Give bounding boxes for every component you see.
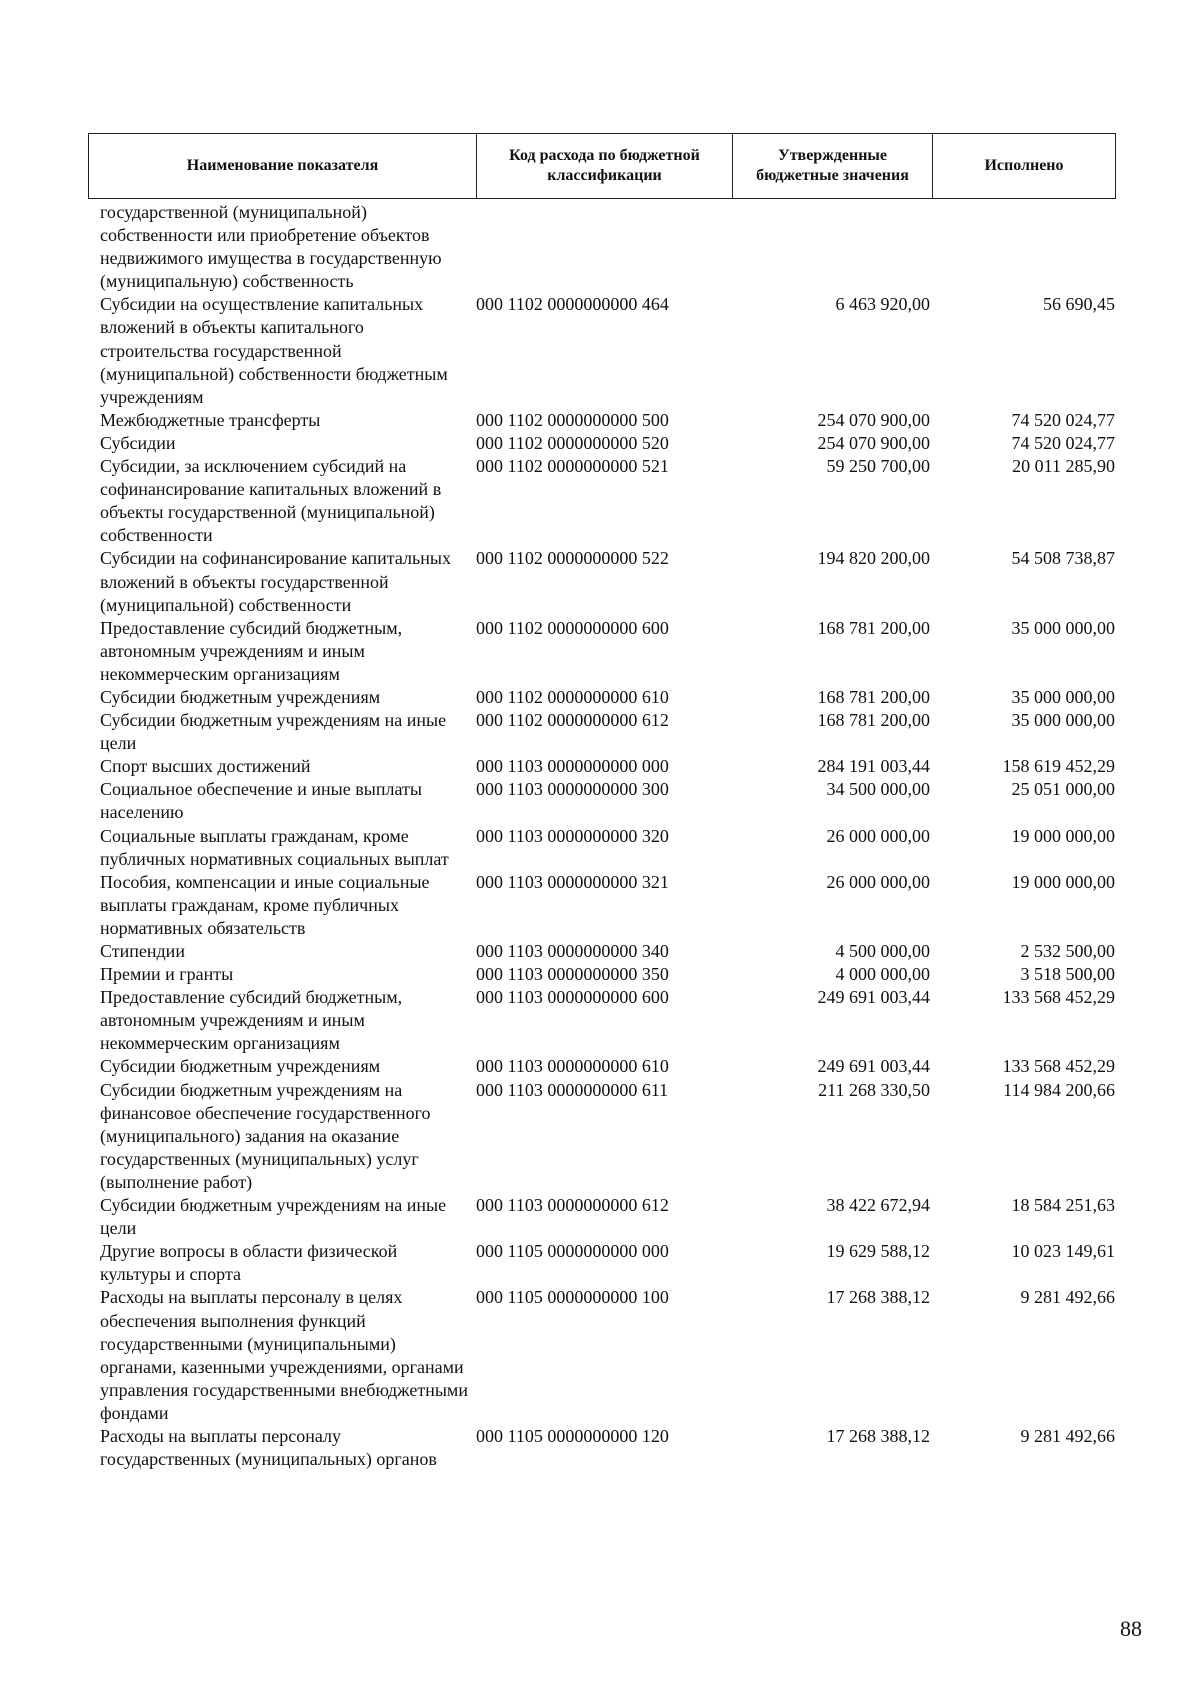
row-approved: 34 500 000,00 [826,779,930,800]
row-name: Субсидии бюджетным учреждениям на иные цели [100,710,447,754]
row-code: 000 1103 0000000000 321 [476,871,669,892]
row-code: 000 1103 0000000000 600 [476,987,669,1008]
row-code: 000 1105 0000000000 120 [476,1425,669,1446]
row-code: 000 1103 0000000000 610 [476,1056,669,1077]
row-name: Стипендии [100,941,185,961]
table-row [100,986,1115,1055]
table-row [100,1079,1115,1194]
row-approved: 59 250 700,00 [826,456,930,477]
row-approved: 17 268 388,12 [826,1425,930,1446]
header-executed: Исполнено [984,157,1064,174]
row-name: Предоставление субсидий бюджетным, автономным учреждениям и иным некоммерческим организациям [100,987,403,1054]
row-executed: 10 023 149,61 [1011,1241,1115,1262]
table-row [100,686,1115,709]
table-row [100,432,1115,455]
row-executed [930,201,1115,293]
table-row [100,1194,1115,1240]
row-approved: 4 000 000,00 [835,964,930,985]
row-name: Другие вопросы в области физической культуры и спорта [100,1241,398,1285]
row-executed: 133 568 452,29 [1002,987,1115,1008]
table-row [100,547,1115,616]
row-code: 000 1102 0000000000 600 [476,617,669,638]
row-code: 000 1103 0000000000 350 [476,964,669,985]
header-approved: Утвержденные бюджетные значения [733,134,933,198]
row-approved: 254 070 900,00 [817,432,930,453]
row-approved: 168 781 200,00 [817,686,930,707]
row-approved: 6 463 920,00 [835,294,930,315]
row-code [472,201,738,293]
row-approved: 168 781 200,00 [817,710,930,731]
row-name: Социальное обеспечение и иные выплаты населению [100,779,422,823]
header-code: Код расхода по бюджетной классификации [477,134,733,198]
table-header [88,133,1116,199]
row-code: 000 1103 0000000000 000 [476,756,669,777]
row-approved: 284 191 003,44 [817,756,930,777]
row-approved: 38 422 672,94 [826,1195,930,1216]
row-approved: 168 781 200,00 [817,617,930,638]
table-row [100,455,1115,547]
row-approved [738,201,930,293]
table-body [100,201,1115,1471]
row-name: Субсидии бюджетным учреждениям на иные цели [100,1195,447,1239]
row-executed: 133 568 452,29 [1002,1056,1115,1077]
row-executed: 56 690,45 [1043,294,1115,315]
table-row [100,201,1115,293]
row-approved: 26 000 000,00 [826,871,930,892]
row-code: 000 1102 0000000000 464 [476,294,669,315]
row-executed: 35 000 000,00 [1011,617,1115,638]
row-approved: 254 070 900,00 [817,409,930,430]
page-number: 88 [1120,1616,1142,1641]
row-code: 000 1102 0000000000 522 [476,548,669,569]
row-executed: 54 508 738,87 [1011,548,1115,569]
table-row [100,825,1115,871]
table-row [100,1286,1115,1425]
table-row [100,1425,1115,1471]
row-approved: 4 500 000,00 [835,941,930,961]
row-code: 000 1103 0000000000 612 [476,1195,669,1216]
row-approved: 194 820 200,00 [817,548,930,569]
row-code: 000 1105 0000000000 000 [476,1241,669,1262]
row-executed: 3 518 500,00 [1020,964,1115,985]
table-row [100,293,1115,408]
table-row [100,755,1115,778]
row-code: 000 1102 0000000000 500 [476,409,669,430]
row-name: Предоставление субсидий бюджетным, автономным учреждениям и иным некоммерческим организациям [100,617,403,684]
row-executed: 74 520 024,77 [1011,432,1115,453]
row-approved: 249 691 003,44 [817,1056,930,1077]
row-code: 000 1102 0000000000 521 [476,456,669,477]
row-executed: 2 532 500,00 [1020,941,1115,961]
row-code: 000 1103 0000000000 300 [476,779,669,800]
header-name: Наименование показателя [89,134,477,198]
row-executed: 35 000 000,00 [1011,686,1115,707]
row-name: Расходы на выплаты персоналу государственных (муниципальных) органов [100,1425,437,1470]
row-code: 000 1103 0000000000 320 [476,825,669,846]
row-code: 000 1102 0000000000 520 [476,432,669,453]
row-executed: 25 051 000,00 [1011,779,1115,800]
row-name: Расходы на выплаты персоналу в целях обеспечения выполнения функций государственными (муниципальными) органами, казенными учреждениями, органами управления государственными внебюджетными фондами [100,1287,468,1423]
row-name: Премии и гранты [100,964,234,985]
row-name: Субсидии бюджетным учреждениям на финансовое обеспечение государственного (муниципального) задания на оказание государственных (муниципальных) услуг (выполнение работ) [100,1079,431,1192]
row-executed: 9 281 492,66 [1020,1287,1115,1308]
row-executed: 19 000 000,00 [1011,871,1115,892]
table-row [100,709,1115,755]
table-row [100,940,1115,963]
row-name: Субсидии, за исключением субсидий на софинансирование капитальных вложений в объекты государственной (муниципальной) собственности [100,456,442,546]
table-row [100,617,1115,686]
row-executed: 18 584 251,63 [1011,1195,1115,1216]
row-executed: 9 281 492,66 [1020,1425,1115,1446]
row-executed: 74 520 024,77 [1011,409,1115,430]
row-approved: 19 629 588,12 [826,1241,930,1262]
table-row [100,409,1115,432]
row-approved: 211 268 330,50 [818,1079,930,1100]
row-name: Субсидии на софинансирование капитальных вложений в объекты государственной (муниципальной) собственности [100,548,451,615]
row-name: Пособия, компенсации и иные социальные выплаты гражданам, кроме публичных нормативных обязательств [100,871,430,938]
row-code: 000 1105 0000000000 100 [476,1287,669,1308]
table-row [100,871,1115,940]
row-name: Субсидии на осуществление капитальных вложений в объекты капитального строительства государственной (муниципальной) собственности бюджетным учреждениям [100,294,448,407]
row-approved: 249 691 003,44 [817,987,930,1008]
row-name: государственной (муниципальной) собственности или приобретение объектов недвижимого имущества в государственную (муниципальную) собственность [100,202,442,292]
row-name: Субсидии бюджетным учреждениям [100,1056,381,1077]
row-executed: 158 619 452,29 [1002,756,1115,777]
row-executed: 19 000 000,00 [1011,825,1115,846]
row-approved: 17 268 388,12 [826,1287,930,1308]
table-row [100,1240,1115,1286]
row-code: 000 1103 0000000000 611 [476,1079,669,1100]
row-name: Субсидии бюджетным учреждениям [100,686,381,707]
row-executed: 114 984 200,66 [1003,1079,1115,1100]
row-name: Межбюджетные трансферты [100,409,321,430]
table-row [100,1055,1115,1078]
table-row [100,963,1115,986]
row-code: 000 1103 0000000000 340 [476,941,669,961]
row-name: Спорт высших достижений [100,756,311,777]
row-code: 000 1102 0000000000 612 [476,710,669,731]
row-executed: 35 000 000,00 [1011,710,1115,731]
table-row [100,778,1115,824]
row-approved: 26 000 000,00 [826,825,930,846]
row-name: Социальные выплаты гражданам, кроме публичных нормативных социальных выплат [100,825,449,869]
row-code: 000 1102 0000000000 610 [476,686,669,707]
row-name: Субсидии [100,432,176,453]
row-executed: 20 011 285,90 [1012,456,1115,477]
